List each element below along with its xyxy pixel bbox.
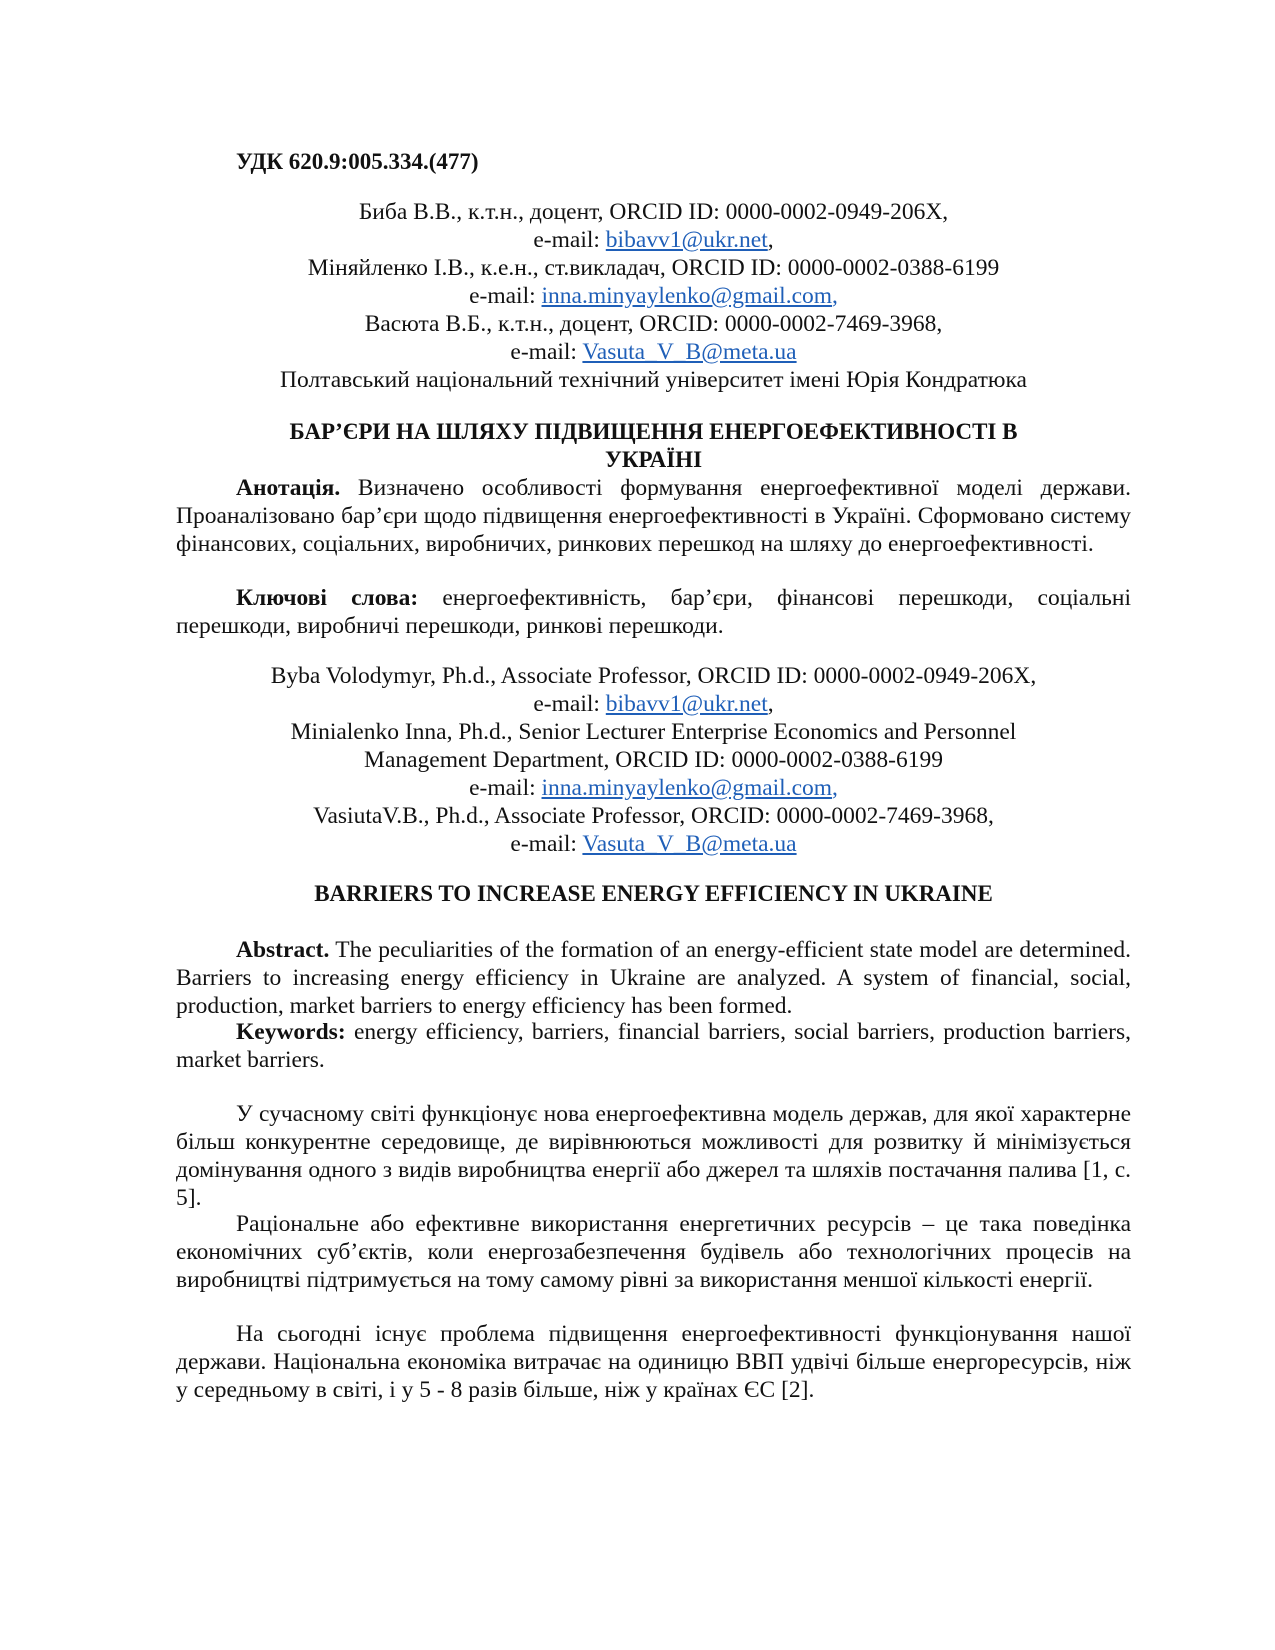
title-ua-line1: БАР’ЄРИ НА ШЛЯХУ ПІДВИЩЕННЯ ЕНЕРГОЕФЕКТИВНОСТІ В — [289, 419, 1018, 444]
abstract-label: Abstract. — [236, 937, 330, 963]
abstract-en — [176, 936, 1131, 1020]
author-en-2-email-line: e-mail: inna.minyaylenko@gmail.com, — [469, 775, 838, 801]
author-en-1: Byba Volodymyr, Ph.d., Associate Professor, ORCID ID: 0000-0002-0949-206X, — [270, 663, 1037, 689]
author-ua-3-email-line — [176, 338, 1131, 366]
email-link-minyaylenko-en[interactable]: inna.minyaylenko@gmail.com — [541, 775, 833, 801]
email-link-vasuta-en[interactable]: Vasuta_V_B@meta.ua — [582, 831, 797, 857]
author-ua-2: Міняйленко І.В., к.е.н., ст.викладач, ORCID ID: 0000-0002-0388-6199 — [307, 255, 1000, 281]
email-link-vasuta[interactable]: Vasuta_V_B@meta.ua — [582, 339, 797, 365]
keywords-en-label: Keywords: — [236, 1019, 346, 1045]
email-link-byba[interactable]: bibavv1@ukr.net — [605, 227, 768, 253]
keywords-en-text: energy efficiency, barriers, financial barriers, social barriers, production barriers, market barriers. — [176, 1019, 1131, 1073]
author-en-3-email-line — [176, 830, 1131, 858]
title-ua-line2: УКРАЇНІ — [604, 447, 703, 472]
author-ua-3: Васюта В.Б., к.т.н., доцент, ORCID: 0000-0002-7469-3968, — [364, 311, 943, 337]
title-en: BARRIERS TO INCREASE ENERGY EFFICIENCY IN UKRAINE — [314, 881, 993, 906]
email-link-byba-en[interactable]: bibavv1@ukr.net — [605, 691, 768, 717]
authors-ua-block — [176, 198, 1131, 394]
author-en-2-line1: Minialenko Inna, Ph.d., Senior Lecturer Enterprise Economics and Personnel — [290, 719, 1017, 745]
keywords-ua-text: енергоефективність, бар’єри, фінансові перешкоди, соціальні перешкоди, виробничі перешкоди, ринкові перешкоди. — [176, 585, 1131, 639]
email-prefix: e-mail: — [510, 831, 583, 857]
annotation-label: Анотація. — [236, 475, 341, 501]
email-prefix: e-mail: — [469, 775, 542, 801]
title-ua — [176, 418, 1131, 474]
affiliation: Полтавський національний технічний університет імені Юрія Кондратюка — [280, 367, 1027, 393]
email-prefix: e-mail: — [533, 691, 606, 717]
email-prefix: e-mail: — [533, 227, 606, 253]
keywords-ua — [176, 584, 1131, 640]
keywords-ua-label: Ключові слова: — [236, 585, 419, 611]
body-paragraph-3: На сьогодні існує проблема підвищення енергоефективності функціонування нашої держави. Національна економіка витрачає на одиницю ВВП удвічі більше енергоресурсів, ніж у середньому в світі, і у 5 - 8 разів більше, ніж у країнах ЄС [2]. — [176, 1321, 1131, 1403]
body-paragraph-2: Раціональне або ефективне використання енергетичних ресурсів – це така поведінка економічних суб’єктів, коли енергозабезпечення будівель або технологічних процесів на виробництві підтримується на тому самому рівні за використання меншої кількості енергії. — [176, 1211, 1131, 1293]
author-ua-2-email-line: e-mail: inna.minyaylenko@gmail.com, — [469, 283, 838, 309]
udk-code: УДК 620.9:005.334.(477) — [236, 149, 479, 174]
author-ua-1-email-line: e-mail: bibavv1@ukr.net, — [533, 227, 774, 253]
author-en-1-email-line: e-mail: bibavv1@ukr.net, — [533, 691, 774, 717]
email-prefix: e-mail: — [510, 339, 583, 365]
author-en-2-line2: Management Department, ORCID ID: 0000-0002-0388-6199 — [364, 747, 943, 773]
email-link-minyaylenko[interactable]: inna.minyaylenko@gmail.com — [541, 283, 833, 309]
keywords-en — [176, 1018, 1131, 1074]
email-prefix: e-mail: — [469, 283, 542, 309]
author-ua-1: Биба В.В., к.т.н., доцент, ORCID ID: 0000-0002-0949-206Х, — [358, 199, 949, 225]
annotation-ua — [176, 474, 1131, 558]
author-en-3: VasiutaV.B., Ph.d., Associate Professor, ORCID: 0000-0002-7469-3968, — [313, 803, 994, 829]
authors-en-block — [176, 662, 1131, 858]
annotation-text: Визначено особливості формування енергоефективної моделі держави. Проаналізовано бар’єри щодо підвищення енергоефективності в Україні. Сформовано систему фінансових, соціальних, виробничих, ринкових перешкод на шляху до енергоефективності. — [176, 475, 1131, 557]
abstract-text: The peculiarities of the formation of an energy-efficient state model are determined. Barriers to increasing energy efficiency in Ukraine are analyzed. A system of financial, social, production, market barriers to energy efficiency has been formed. — [176, 937, 1131, 1019]
body-paragraph-1: У сучасному світі функціонує нова енергоефективна модель держав, для якої характерне більш конкурентне середовище, де вирівнюються можливості для розвитку й мінімізується домінування одного з видів виробництва енергії або джерел та шляхів постачання палива [1, с. 5]. — [176, 1101, 1131, 1211]
